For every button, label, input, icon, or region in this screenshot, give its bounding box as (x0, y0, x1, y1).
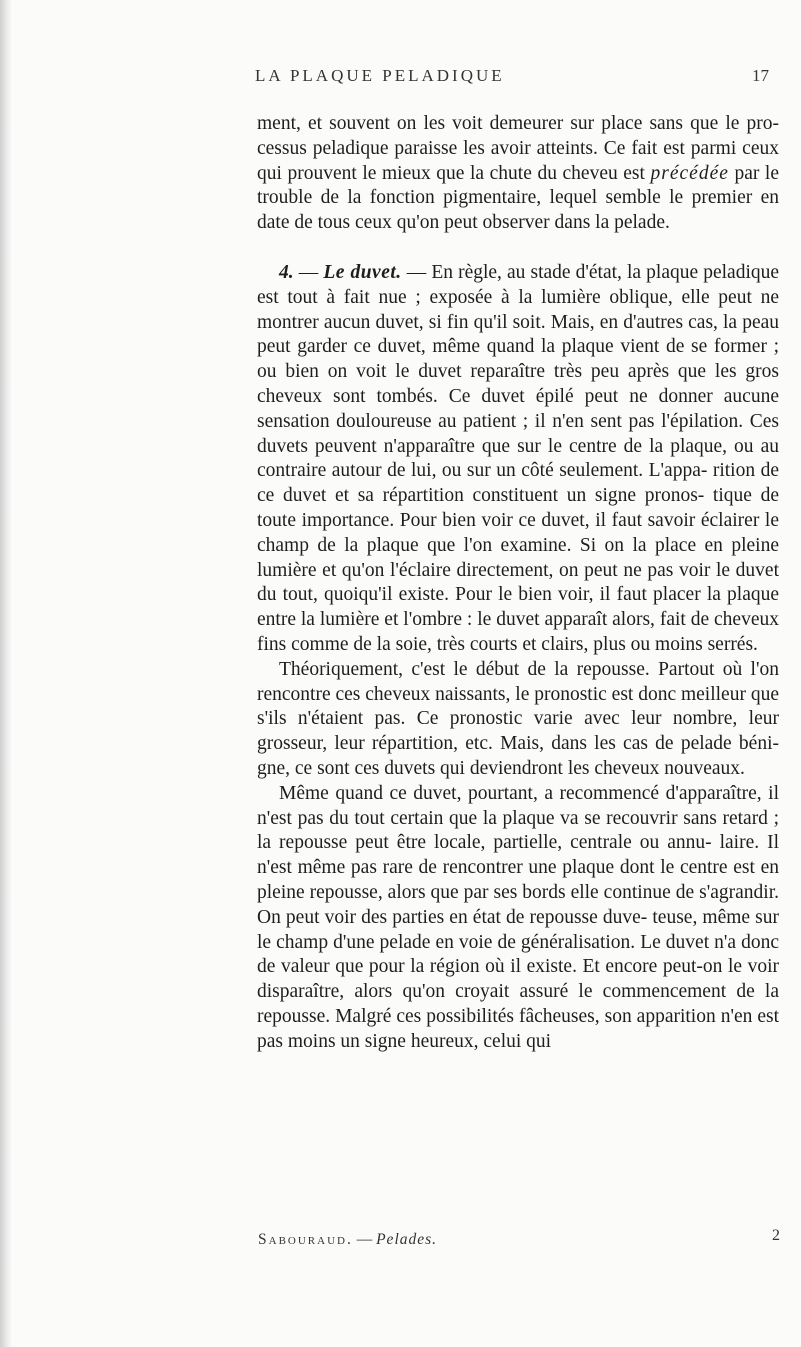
paragraph-3: Théoriquement, c'est le début de la repousse. Partout où l'on rencontre ces cheveux naissants, le pronostic est donc meilleur que s'ils n'étaient pas. Ce pronostic varie avec leur nombre, leur grosseur, leur répartition, etc. Mais, dans les cas de pelade béni- gne, ce sont ces duvets qui deviendront les cheveux nouveaux. (257, 658, 779, 779)
section-title: Le duvet. (323, 261, 402, 283)
paragraph-1 (257, 112, 779, 236)
running-title: LA PLAQUE PELADIQUE (255, 66, 505, 85)
paragraph-2-text: — En règle, au stade d'état, la plaque peladique est tout à fait nue ; exposée à la lumière oblique, elle peut ne montrer aucun duvet, si fin qu'il soit. Mais, en d'autres cas, la peau peut garder ce duvet, même quand la plaque vient de se former ; ou bien on voit le duvet reparaître très peu après que les gros cheveux sont tombés. Ce duvet épilé peut ne donner aucune sensation douloureuse au patient ; il n'en sent pas l'épilation. Ces duvets peuvent n'apparaître que sur le centre de la plaque, ou au contraire autour de lui, ou sur un côté seulement. L'appa- rition de ce duvet et sa répartition constituent un signe pronos- tique de toute importance. Pour bien voir ce duvet, il faut savoir éclairer le champ de la plaque que l'on examine. Si on la place en pleine lumière et qu'on l'éclaire directement, on peut ne pas voir le duvet du tout, quoiqu'il existe. Pour le bien voir, il faut placer la plaque entre la lumière et l'ombre : le duvet apparaît alors, fait de cheveux fins comme de la soie, très courts et clairs, plus ou moins serrés. (257, 261, 780, 655)
paragraph-2 (257, 261, 779, 658)
footer-separator: — (352, 1231, 377, 1248)
body-text (257, 112, 779, 1054)
paragraph-4: Même quand ce duvet, pourtant, a recommencé d'apparaître, il n'est pas du tout certain que la plaque va se recouvrir sans retard ; la repousse peut être locale, partielle, centrale ou annu- laire. Il n'est même pas rare de rencontrer une plaque dont le centre est en pleine repousse, alors que par ses bords elle continue de s'agrandir. On peut voir des parties en état de repousse duve- teuse, même sur le champ d'une pelade en voie de généralisation. Le duvet n'a donc de valeur que pour la région où il existe. Et encore peut-on le voir disparaître, alors qu'on croyait assuré le commencement de la repousse. Malgré ces possibilités fâcheuses, son apparition n'en est pas moins un signe heureux, celui qui (257, 782, 779, 1052)
page-footer (258, 1227, 780, 1249)
page-number: 17 (752, 66, 769, 85)
section-dash: — (298, 261, 324, 283)
section-number: 4. (279, 261, 294, 283)
emphasis-precedee: précédée (650, 162, 729, 184)
footer-title: Pelades. (376, 1231, 438, 1248)
paragraph-1-text: ment, et souvent on les voit demeurer sur place sans que le pro- cessus peladique paraisse les avoir atteints. Ce fait est parmi ceux qui prouvent le mieux que la chute du cheveu est (257, 113, 779, 184)
signature-mark: 2 (772, 1227, 780, 1244)
paragraph-1-end: par le trouble de la fonction pigmentaire, lequel semble le premier en date de tous ceux qu'on peut observer dans la pelade. (257, 162, 779, 234)
footer-author: Sabouraud. (258, 1231, 353, 1248)
